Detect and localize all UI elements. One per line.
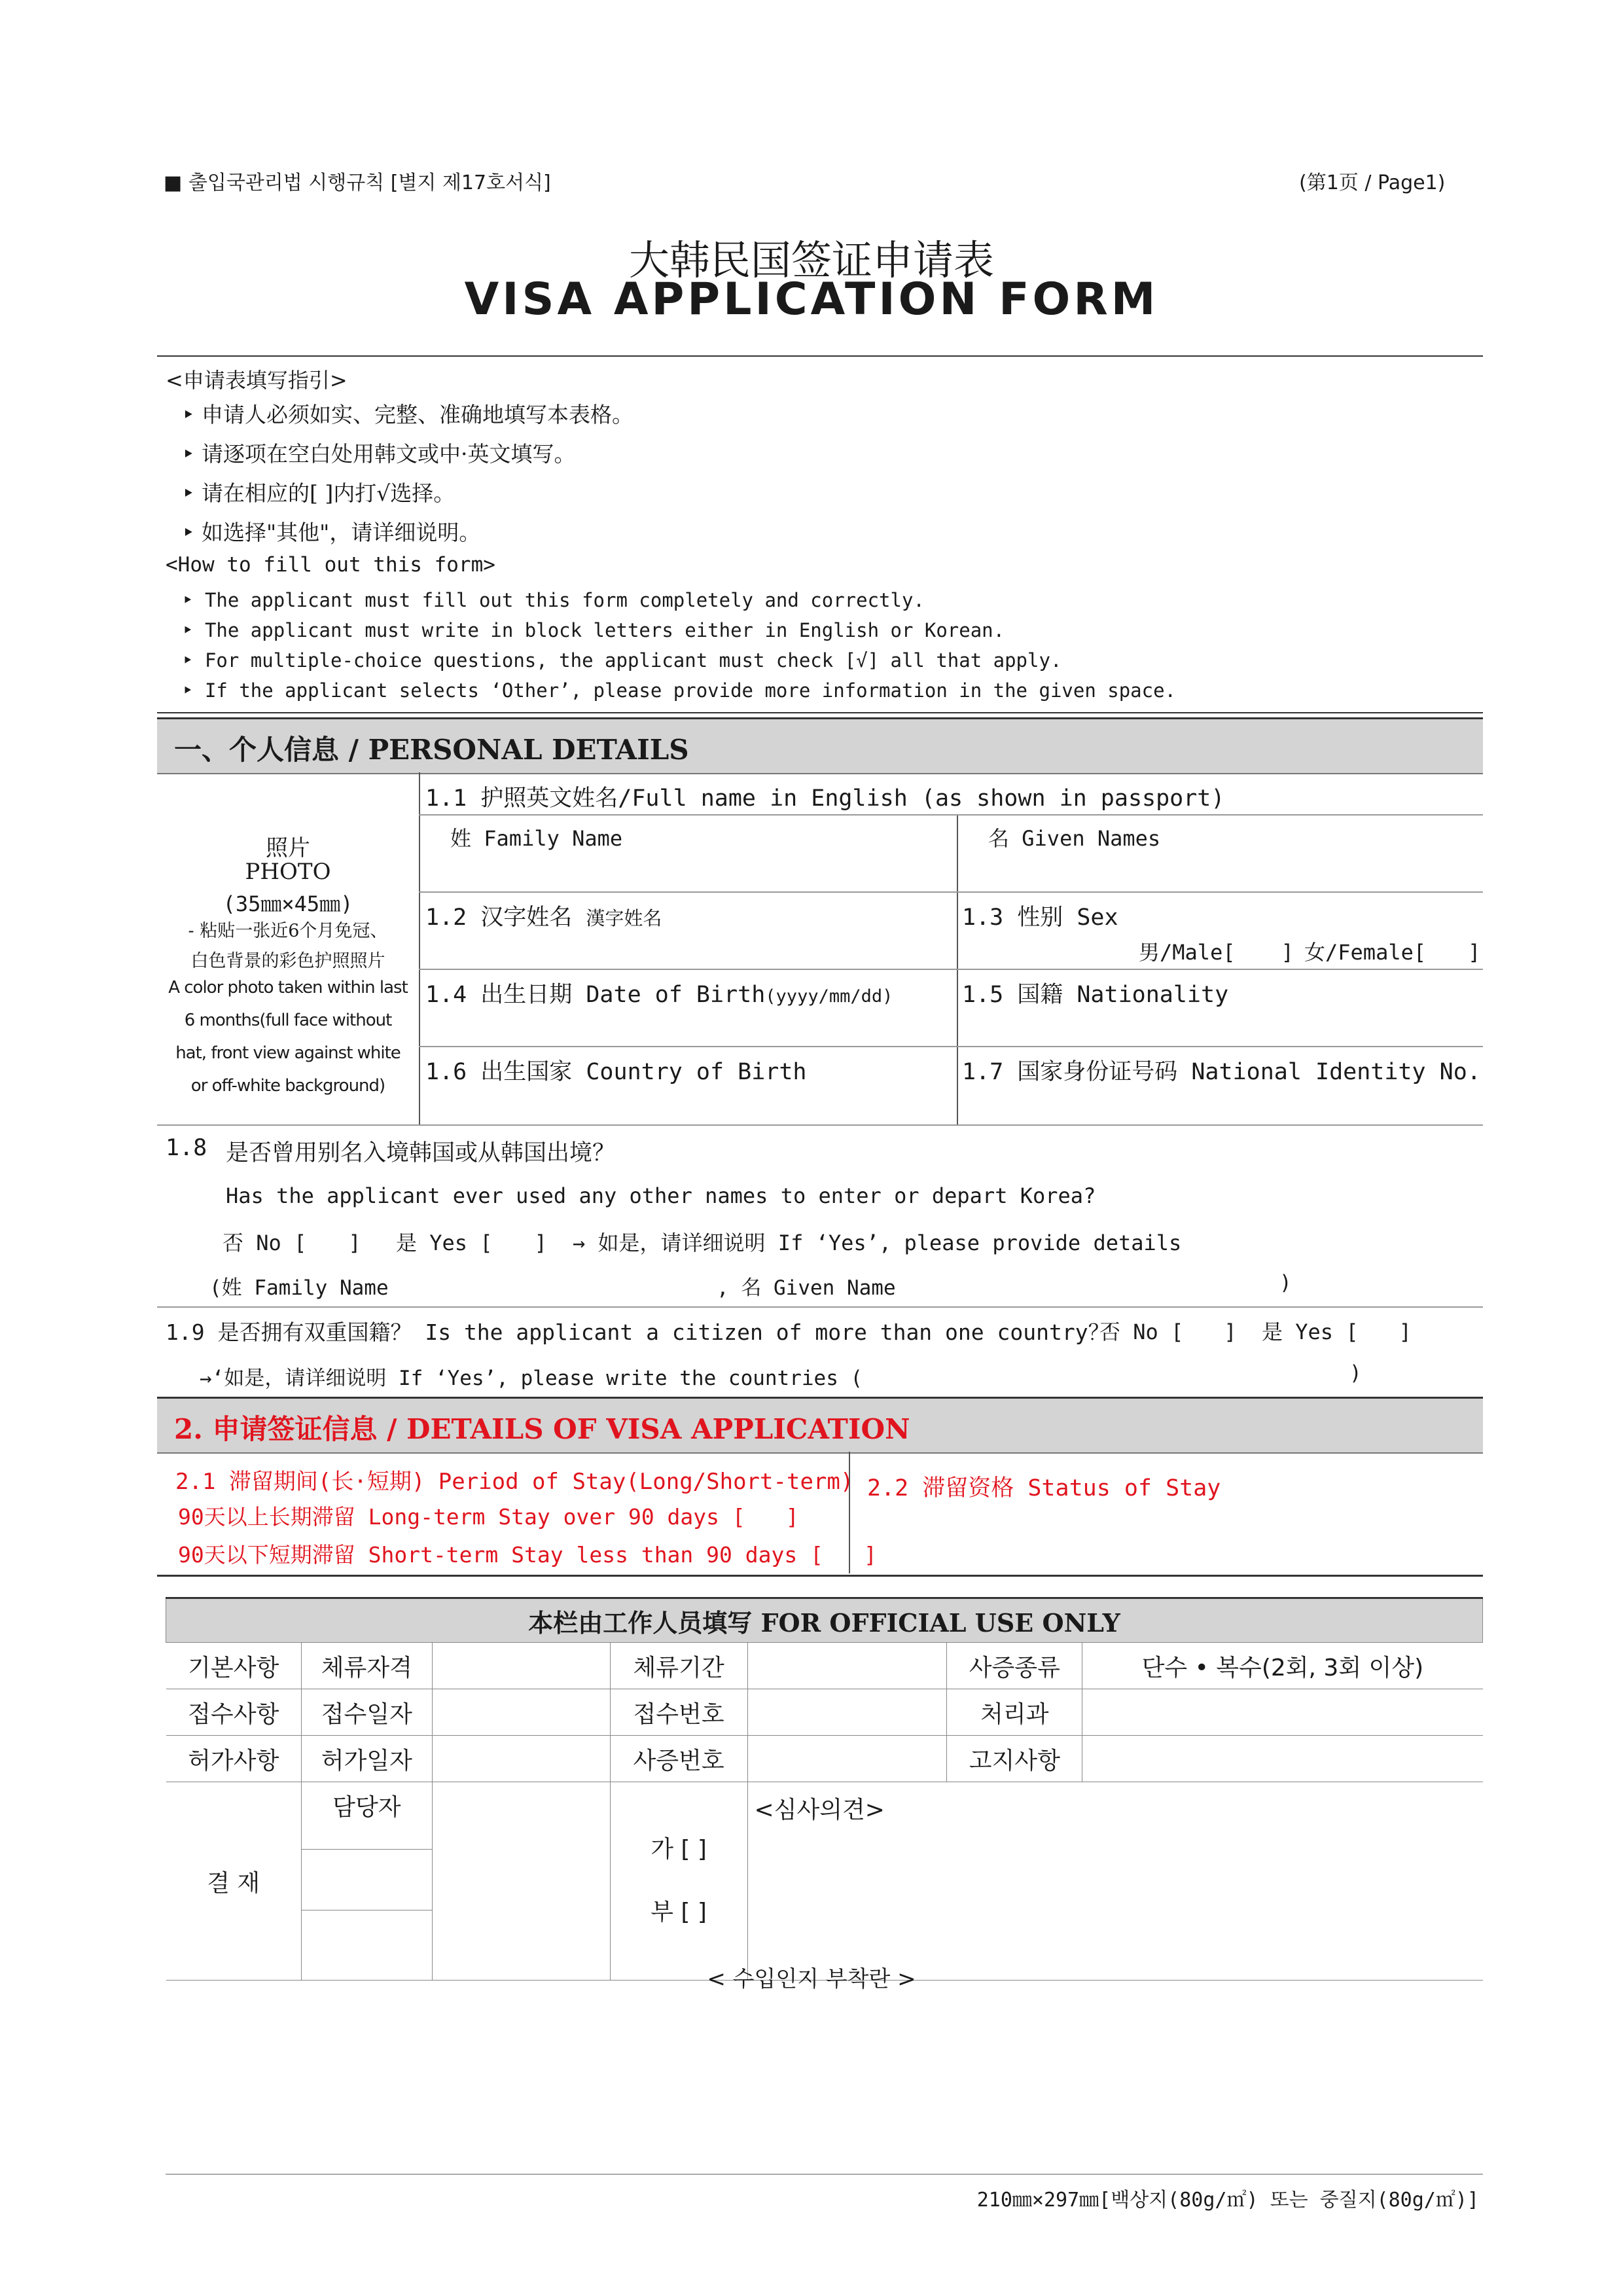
yes-label: 是 Yes [ (396, 1230, 493, 1255)
field-label-hanja: 漢字姓名 (586, 907, 662, 929)
footer-divider (166, 2174, 1483, 2175)
bullet-icon: ‣ (182, 441, 195, 467)
national-id-input[interactable] (965, 1085, 1476, 1119)
section-title: 一、个人信息 / PERSONAL DETAILS (174, 734, 689, 766)
instruction-text: For multiple-choice questions, the applicant must check [√] all that apply. (204, 649, 1062, 672)
title-chinese: 大韩民国签证申请表 (628, 236, 994, 284)
instruction-text: If the applicant selects ‘Other’, please provide more information in the given space. (204, 679, 1176, 702)
instruction-text: 如选择"其他"，请详细说明。 (201, 520, 481, 545)
official-cell: 기본사항 (166, 1643, 302, 1689)
page-number: (第1页 / Page1) (1299, 171, 1446, 194)
given-names-label: 名 Given Names (988, 826, 1161, 851)
bullet-icon: ‣ (182, 402, 195, 427)
field-1-8-question-en: Has the applicant ever used any other names to enter or depart Korea? (226, 1183, 1096, 1208)
field-1-9-paren-close: ) (1349, 1361, 1362, 1385)
field-1-8-number: 1.8 (166, 1135, 207, 1161)
row-line (419, 1046, 1483, 1047)
instruction-en-3 (182, 649, 1061, 672)
yes-label: 是 Yes [ (1262, 1319, 1359, 1344)
bracket: ] (785, 1504, 799, 1530)
bracket: ] (1281, 940, 1294, 965)
country-of-birth-input[interactable] (425, 1085, 949, 1119)
row-line (157, 1306, 1483, 1308)
field-1-8-family-name-label: (姓 Family Name (209, 1276, 389, 1300)
instruction-text: The applicant must write in block letters either in English or Korean. (204, 619, 1005, 641)
bracket: ] (348, 1230, 361, 1255)
field-2-2-label: 2.2 滞留资格 Status of Stay (867, 1475, 1221, 1501)
field-1-5-label: 1.5 国籍 Nationality (962, 982, 1229, 1008)
row-line (157, 1124, 1483, 1126)
bullet-icon: ‣ (182, 679, 194, 702)
field-1-9-countries-prompt: →‘如是，请详细说明 If ‘Yes’, please write the countries ( (200, 1367, 863, 1390)
photo-note-en-1: A color photo taken within last (168, 978, 408, 997)
sex-female-option[interactable] (1304, 936, 1480, 966)
nationality-input[interactable] (965, 1008, 1476, 1042)
section-2-bottom (157, 1575, 1483, 1577)
field-1-8-paren-close: ) (1279, 1271, 1292, 1295)
instructions-heading-en: <How to fill out this form> (166, 553, 495, 577)
family-name-label: 姓 Family Name (450, 826, 623, 851)
bracket: ] (863, 1542, 877, 1568)
revenue-stamp-note: < 수입인지 부착란 > (707, 1966, 916, 1992)
official-cell: 체류기간 (610, 1643, 747, 1689)
official-cell: 접수사항 (166, 1689, 302, 1736)
signature-box[interactable] (301, 1850, 432, 1910)
review-opinion-cell[interactable] (747, 1782, 1482, 1981)
field-1-2-label (425, 899, 662, 932)
given-names-input[interactable] (965, 851, 1476, 887)
field-1-6-label: 1.6 出生国家 Country of Birth (425, 1059, 807, 1085)
official-input-cell[interactable] (747, 1736, 947, 1782)
field-1-8-details-prompt: → 如是，请详细说明 If ‘Yes’, please provide details (573, 1230, 1182, 1255)
field-1-1-label: 1.1 护照英文姓名/Full name in English (as shown in passport) (425, 785, 1225, 812)
no-label: 否 No [ (223, 1230, 307, 1255)
row-line (419, 814, 1483, 816)
long-term-label: 90天以上长期滞留 Long-term Stay over 90 days [ (178, 1504, 745, 1530)
other-family-name-input[interactable] (406, 1267, 713, 1299)
family-name-input[interactable] (425, 851, 949, 887)
official-cell: 체류자격 (301, 1643, 432, 1689)
official-cell: 접수일자 (301, 1689, 432, 1736)
instructions-divider (157, 712, 1483, 713)
bracket: ] (1399, 1319, 1412, 1344)
paper-spec: 210㎜×297㎜[백상지(80g/㎡) 또는 중질지(80g/㎡)] (976, 2189, 1479, 2212)
short-term-option[interactable] (178, 1538, 877, 1569)
photo-note-en-4: or off-white background) (190, 1076, 385, 1096)
field-1-4-label (425, 977, 893, 1009)
instruction-text: The applicant must fill out this form completely and correctly. (204, 589, 925, 611)
instruction-text: 请逐项在空白处用韩文或中·英文填写。 (201, 441, 576, 467)
approval-label: 결 재 (166, 1782, 302, 1981)
section-personal-details-header (157, 717, 1483, 774)
reject-option[interactable]: 부 [ ] (651, 1899, 707, 1926)
field-1-8-question-zh: 是否曾用别名入境韩国或从韩国出境？ (226, 1140, 616, 1166)
instruction-zh-1 (182, 398, 633, 429)
other-given-name-input[interactable] (903, 1267, 1270, 1299)
bracket: ] (1224, 1319, 1237, 1344)
bracket: ] (1468, 940, 1481, 965)
date-format-hint: (yyyy/mm/dd) (765, 986, 893, 1007)
photo-divider (419, 772, 420, 1124)
review-opinion-label: <심사의견> (754, 1797, 885, 1823)
official-input-cell[interactable] (1082, 1689, 1483, 1736)
official-input-cell[interactable] (432, 1643, 610, 1689)
official-input-cell[interactable] (747, 1643, 947, 1689)
instruction-zh-3 (182, 476, 455, 507)
official-cell: 허가일자 (301, 1736, 432, 1782)
male-label: 男/Male[ (1139, 940, 1236, 965)
official-cell: 사증번호 (610, 1736, 747, 1782)
official-cell: 단수 • 복수(2회, 3회 이상) (1082, 1643, 1483, 1689)
official-row-receipt (166, 1689, 1483, 1736)
approve-option[interactable]: 가 [ ] (651, 1836, 707, 1863)
bullet-icon: ‣ (182, 619, 194, 641)
photo-label-en: PHOTO (245, 859, 331, 885)
section-title: 2. 申请签证信息 / DETAILS OF VISA APPLICATION (174, 1413, 910, 1445)
field-1-8-given-name-label: , 名 Given Name (717, 1276, 896, 1300)
countries-input[interactable] (897, 1357, 1342, 1389)
official-cell: 접수번호 (610, 1689, 747, 1736)
photo-size: (35㎜×45㎜) (223, 891, 353, 916)
bracket: ] (534, 1230, 547, 1255)
official-cell: 사증종류 (947, 1643, 1082, 1689)
instruction-text: 申请人必须如实、完整、准确地填写本表格。 (201, 402, 633, 427)
official-row-basic (166, 1643, 1483, 1689)
short-term-label: 90天以下短期滞留 Short-term Stay less than 90 days [ (178, 1542, 823, 1568)
bullet-icon: ‣ (182, 589, 194, 611)
instructions-heading-zh: <申请表填写指引> (166, 368, 348, 393)
field-1-7-label: 1.7 国家身份证号码 National Identity No. (962, 1059, 1481, 1085)
chinese-name-input[interactable] (425, 929, 949, 965)
approval-signature-cell[interactable] (432, 1782, 610, 1981)
row-line (419, 891, 1483, 893)
date-of-birth-input[interactable] (425, 1008, 949, 1042)
official-cell: 고지사항 (947, 1736, 1082, 1782)
instruction-en-4 (182, 679, 1176, 702)
official-row-approval-1 (166, 1782, 1483, 1850)
photo-note-en-2: 6 months(full face without (184, 1011, 392, 1030)
field-2-1-label: 2.1 滞留期间(长·短期) Period of Stay(Long/Short-term) (175, 1469, 854, 1495)
no-label: 否 No [ (1099, 1319, 1184, 1344)
instruction-en-1 (182, 589, 925, 611)
form-reference: ■ 출입국관리법 시행규칙 [별지 제17호서식] (164, 171, 551, 194)
female-label: 女/Female[ (1304, 940, 1427, 965)
photo-label-zh: 照片 (266, 835, 310, 861)
field-label-text: 1.4 出生日期 Date of Birth (425, 982, 766, 1008)
field-1-3-label: 1.3 性别 Sex (962, 905, 1118, 931)
official-use-table (166, 1597, 1483, 1981)
instruction-text: 请在相应的[ ]内打√选择。 (201, 480, 455, 506)
official-cell: 처리과 (947, 1689, 1082, 1736)
official-input-cell[interactable] (747, 1689, 947, 1736)
field-1-8-no-option[interactable] (223, 1227, 361, 1257)
official-use-heading: 本栏由工作人员填写 FOR OFFICIAL USE ONLY (166, 1598, 1483, 1643)
field-label-text: 1.2 汉字姓名 (425, 905, 573, 931)
official-input-cell[interactable] (432, 1689, 610, 1736)
official-input-cell[interactable] (1082, 1736, 1483, 1782)
sex-male-option[interactable] (1139, 936, 1294, 966)
official-cell: 허가사항 (166, 1736, 302, 1782)
field-1-8-yes-option[interactable] (396, 1227, 547, 1257)
status-of-stay-input[interactable] (857, 1505, 1479, 1564)
official-input-cell[interactable] (432, 1736, 610, 1782)
long-term-option[interactable] (178, 1500, 799, 1531)
title-english: VISA APPLICATION FORM (464, 274, 1159, 325)
title-divider (157, 355, 1483, 357)
photo-note-zh-2: 白色背景的彩色护照照片 (190, 951, 385, 971)
instruction-zh-2 (182, 437, 575, 468)
field-1-9-question: 1.9 是否拥有双重国籍？ Is the applicant a citizen of more than one country？ (166, 1319, 1110, 1345)
row-line (419, 969, 1483, 970)
field-1-9-yes-option[interactable] (1262, 1316, 1412, 1346)
bullet-icon: ‣ (182, 649, 194, 672)
photo-note-en-3: hat, front view against white (175, 1043, 401, 1063)
section-visa-details-header (157, 1397, 1483, 1454)
instruction-zh-4 (182, 516, 480, 547)
bullet-icon: ‣ (182, 520, 195, 545)
bullet-icon: ‣ (182, 480, 195, 506)
manager-label: 담당자 (301, 1782, 432, 1850)
instruction-en-2 (182, 619, 1005, 641)
photo-note-zh-1: - 粘贴一张近6个月免冠、 (188, 921, 388, 941)
field-1-9-no-option[interactable] (1099, 1316, 1237, 1346)
official-row-permit (166, 1736, 1483, 1782)
official-header-row (166, 1598, 1483, 1643)
approval-decision-cell (610, 1782, 747, 1981)
